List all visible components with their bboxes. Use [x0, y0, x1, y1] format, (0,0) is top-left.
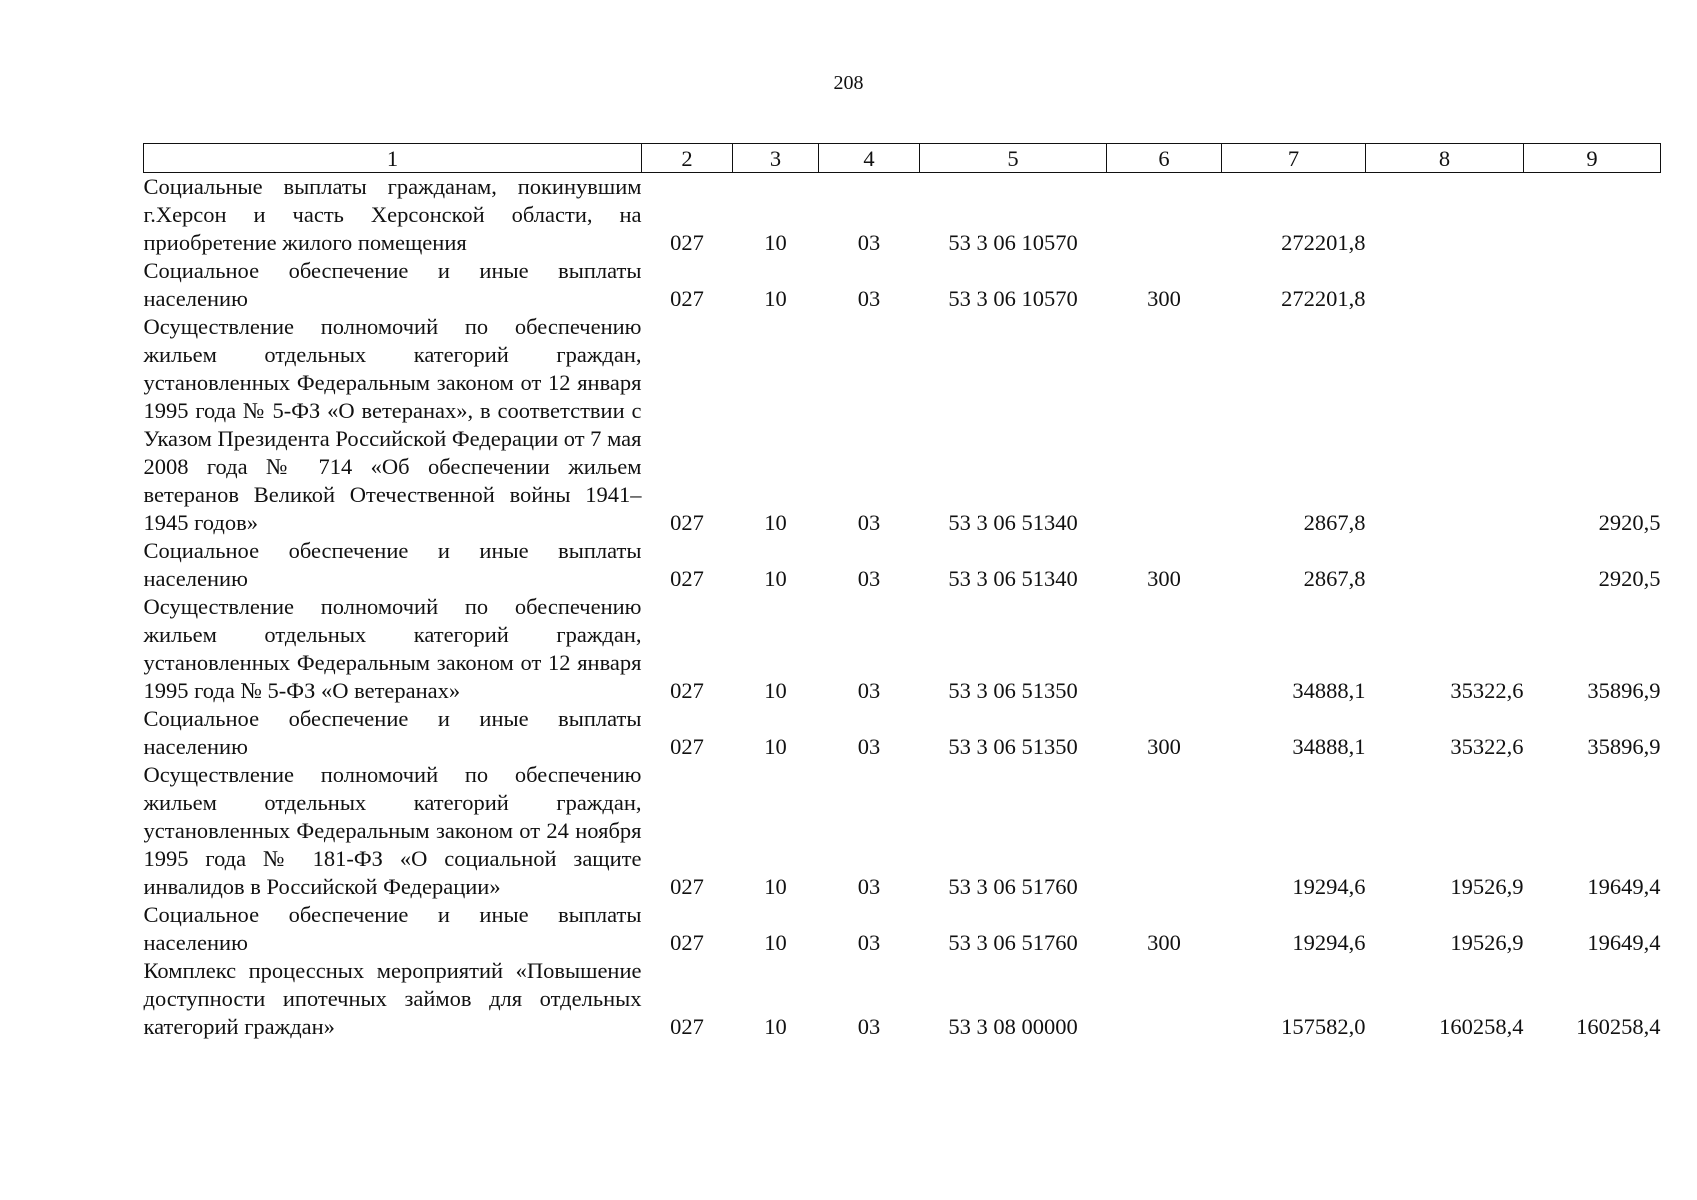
table-row [144, 257, 1661, 313]
subsection-code: 03 [857, 678, 881, 703]
page-number: 208 [833, 72, 864, 94]
target-article-code: 53 3 06 51350 [948, 678, 1078, 703]
ministry-code: 027 [670, 510, 704, 535]
expense-type-code [1107, 957, 1222, 1041]
column-header-9: 9 [1524, 144, 1661, 173]
column-header-6: 6 [1107, 144, 1222, 173]
amount-col7: 34888,1 [1292, 678, 1366, 703]
subsection-code: 03 [857, 874, 881, 899]
column-header-3: 3 [733, 144, 819, 173]
amount-col9: 19649,4 [1587, 874, 1661, 899]
target-article-code: 53 3 08 00000 [948, 1014, 1078, 1039]
ministry-code: 027 [670, 930, 704, 955]
ministry-code: 027 [670, 286, 704, 311]
section-code: 10 [764, 930, 787, 955]
section-code: 10 [764, 734, 787, 759]
amount-col8 [1366, 313, 1524, 537]
amount-col9: 35896,9 [1587, 678, 1661, 703]
target-article-code: 53 3 06 10570 [948, 286, 1078, 311]
ministry-code: 027 [670, 230, 704, 255]
column-header-8: 8 [1366, 144, 1524, 173]
subsection-code: 03 [857, 930, 881, 955]
expense-type-code [1107, 173, 1222, 258]
expense-type-code [1107, 313, 1222, 537]
expense-type-code: 300 [1147, 734, 1181, 759]
target-article-code: 53 3 06 51760 [948, 930, 1078, 955]
amount-col8: 19526,9 [1450, 930, 1524, 955]
row-description: Социальное обеспечение и иные выплаты населению [143, 706, 642, 759]
column-number-row [144, 144, 1661, 173]
row-description: Осуществление полномочий по обеспечению жильем отдельных категорий граждан, установленных Федеральным законом от 12 января 1995 года № 5-ФЗ «О ветеранах», в соответствии с Указом Президента Российской Федерации от 7 мая 2008 года № 714 «Об обеспечении жильем ветеранов Великой Отечественной войны 1941–1945 годов» [143, 314, 642, 535]
subsection-code: 03 [857, 734, 881, 759]
row-description: Комплекс процессных мероприятий «Повышение доступности ипотечных займов для отдельных категорий граждан» [143, 958, 642, 1039]
row-description: Осуществление полномочий по обеспечению жильем отдельных категорий граждан, установленных Федеральным законом от 24 ноября 1995 года № 181-ФЗ «О социальной защите инвалидов в Российской Федерации» [143, 762, 642, 899]
column-header-2: 2 [642, 144, 733, 173]
expense-type-code: 300 [1147, 566, 1181, 591]
expense-type-code: 300 [1147, 286, 1181, 311]
amount-col8: 19526,9 [1450, 874, 1524, 899]
amount-col8 [1366, 173, 1524, 258]
amount-col9 [1524, 257, 1661, 313]
table-row [144, 901, 1661, 957]
row-description: Социальное обеспечение и иные выплаты населению [143, 902, 642, 955]
budget-table [143, 143, 1661, 1041]
table-row [144, 313, 1661, 537]
amount-col8 [1366, 537, 1524, 593]
target-article-code: 53 3 06 10570 [948, 230, 1078, 255]
section-code: 10 [764, 1014, 787, 1039]
amount-col7: 19294,6 [1292, 874, 1366, 899]
section-code: 10 [764, 286, 787, 311]
amount-col7: 2867,8 [1303, 510, 1366, 535]
subsection-code: 03 [857, 286, 881, 311]
row-description: Социальное обеспечение и иные выплаты населению [143, 538, 642, 591]
amount-col7: 157582,0 [1281, 1014, 1366, 1039]
amount-col7: 19294,6 [1292, 930, 1366, 955]
amount-col8: 35322,6 [1450, 678, 1524, 703]
ministry-code: 027 [670, 566, 704, 591]
subsection-code: 03 [857, 230, 881, 255]
expense-type-code [1107, 593, 1222, 705]
ministry-code: 027 [670, 1014, 704, 1039]
amount-col9: 2920,5 [1598, 566, 1661, 591]
column-header-7: 7 [1222, 144, 1366, 173]
table-row [144, 537, 1661, 593]
section-code: 10 [764, 678, 787, 703]
amount-col7: 34888,1 [1292, 734, 1366, 759]
column-header-4: 4 [819, 144, 920, 173]
amount-col7: 2867,8 [1303, 566, 1366, 591]
section-code: 10 [764, 510, 787, 535]
amount-col9: 160258,4 [1576, 1014, 1661, 1039]
amount-col7: 272201,8 [1281, 230, 1366, 255]
subsection-code: 03 [857, 1014, 881, 1039]
expense-type-code: 300 [1147, 930, 1181, 955]
ministry-code: 027 [670, 874, 704, 899]
row-description: Социальные выплаты гражданам, покинувшим г.Херсон и часть Херсонской области, на приобретение жилого помещения [143, 174, 642, 255]
ministry-code: 027 [670, 734, 704, 759]
column-header-5: 5 [920, 144, 1107, 173]
row-description: Социальное обеспечение и иные выплаты населению [143, 258, 642, 311]
subsection-code: 03 [857, 566, 881, 591]
amount-col8 [1366, 257, 1524, 313]
amount-col9: 2920,5 [1598, 510, 1661, 535]
expense-type-code [1107, 761, 1222, 901]
amount-col7: 272201,8 [1281, 286, 1366, 311]
section-code: 10 [764, 874, 787, 899]
section-code: 10 [764, 566, 787, 591]
subsection-code: 03 [857, 510, 881, 535]
target-article-code: 53 3 06 51340 [948, 566, 1078, 591]
section-code: 10 [764, 230, 787, 255]
table-row [144, 761, 1661, 901]
table-row [144, 593, 1661, 705]
amount-col8: 35322,6 [1450, 734, 1524, 759]
target-article-code: 53 3 06 51340 [948, 510, 1078, 535]
target-article-code: 53 3 06 51350 [948, 734, 1078, 759]
table-row [144, 957, 1661, 1041]
row-description: Осуществление полномочий по обеспечению жильем отдельных категорий граждан, установленных Федеральным законом от 12 января 1995 года № 5-ФЗ «О ветеранах» [143, 594, 642, 703]
table-row [144, 173, 1661, 258]
table-row [144, 705, 1661, 761]
amount-col8: 160258,4 [1439, 1014, 1524, 1039]
ministry-code: 027 [670, 678, 704, 703]
amount-col9: 35896,9 [1587, 734, 1661, 759]
amount-col9: 19649,4 [1587, 930, 1661, 955]
column-header-1: 1 [144, 144, 642, 173]
amount-col9 [1524, 173, 1661, 258]
target-article-code: 53 3 06 51760 [948, 874, 1078, 899]
